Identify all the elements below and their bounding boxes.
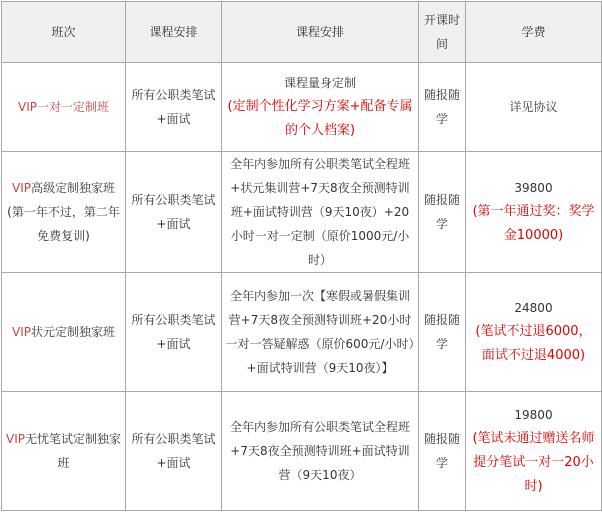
fee-note: (笔试不过退6000，面试不过退4000) xyxy=(475,324,592,363)
course-price-table xyxy=(1,1,602,511)
fee-cell xyxy=(466,63,602,152)
class-name-vip: VIP xyxy=(18,100,37,114)
header-fee: 学费 xyxy=(466,2,602,63)
start-time-cell: 随报随学 xyxy=(419,152,466,273)
fee-amount: 19800 xyxy=(514,408,553,422)
detail-text: 全年内参加一次【寒假或暑假集训营+7天8夜全预测特训班+20小时一对一答疑解惑（原价600元/小时）+面试特训营（9天10夜）】 xyxy=(225,289,415,375)
detail-cell xyxy=(222,63,419,152)
class-name-cell xyxy=(2,152,126,273)
table-row xyxy=(2,273,602,392)
class-name-vip: VIP xyxy=(12,181,31,195)
detail-highlight: (定制个性化学习方案+配备专属的个人档案) xyxy=(227,99,413,138)
class-name-cell xyxy=(2,392,126,511)
fee-cell xyxy=(466,273,602,392)
class-name-text: 一对一定制班 xyxy=(36,100,109,114)
header-schedule-1: 课程安排 xyxy=(126,2,222,63)
detail-text: 全年内参加所有公职类笔试全程班+状元集训营+7天8夜全预测特训班+面试特训营（9天10夜）+20小时一对一定制（原价1000元/小时） xyxy=(229,157,410,267)
class-name-text: 状元定制独家班 xyxy=(30,325,115,339)
start-time-cell: 随报随学 xyxy=(419,273,466,392)
schedule-cell: 所有公职类笔试+面试 xyxy=(126,63,222,152)
header-start-time: 开课时间 xyxy=(419,2,466,63)
start-time-cell: 随报随学 xyxy=(419,63,466,152)
schedule-cell: 所有公职类笔试+面试 xyxy=(126,273,222,392)
class-name-text: 高级定制独家班 xyxy=(30,181,115,195)
detail-text: 全年内参加所有公职类笔试全程班+7天8夜全预测特训班+面试特训营（9天10夜） xyxy=(229,420,410,482)
fee-amount: 39800 xyxy=(514,181,553,195)
fee-amount: 详见协议 xyxy=(509,100,558,114)
table-row xyxy=(2,63,602,152)
table-header xyxy=(2,2,602,63)
fee-cell xyxy=(466,392,602,511)
detail-cell xyxy=(222,152,419,273)
detail-cell xyxy=(222,392,419,511)
class-name-note: (第一年不过，第二年免费复训) xyxy=(7,205,120,243)
fee-note: (第一年通过奖：奖学金10000) xyxy=(472,204,595,243)
header-row xyxy=(2,2,602,63)
fee-cell xyxy=(466,152,602,273)
class-name-vip: VIP xyxy=(6,432,25,446)
class-name-text: 无忧笔试定制独家班 xyxy=(24,432,121,470)
header-schedule-2: 课程安排 xyxy=(222,2,419,63)
detail-text: 课程量身定制 xyxy=(283,76,356,90)
schedule-cell: 所有公职类笔试+面试 xyxy=(126,392,222,511)
table-body xyxy=(2,63,602,511)
schedule-cell: 所有公职类笔试+面试 xyxy=(126,152,222,273)
class-name-vip: VIP xyxy=(12,325,31,339)
table-row xyxy=(2,392,602,511)
class-name-cell xyxy=(2,273,126,392)
fee-amount: 24800 xyxy=(514,301,553,315)
start-time-cell: 随报随学 xyxy=(419,392,466,511)
detail-cell xyxy=(222,273,419,392)
table-row xyxy=(2,152,602,273)
class-name-cell xyxy=(2,63,126,152)
header-class: 班次 xyxy=(2,2,126,63)
fee-note: (笔试未通过赠送名师提分笔试一对一20小时) xyxy=(472,431,595,494)
